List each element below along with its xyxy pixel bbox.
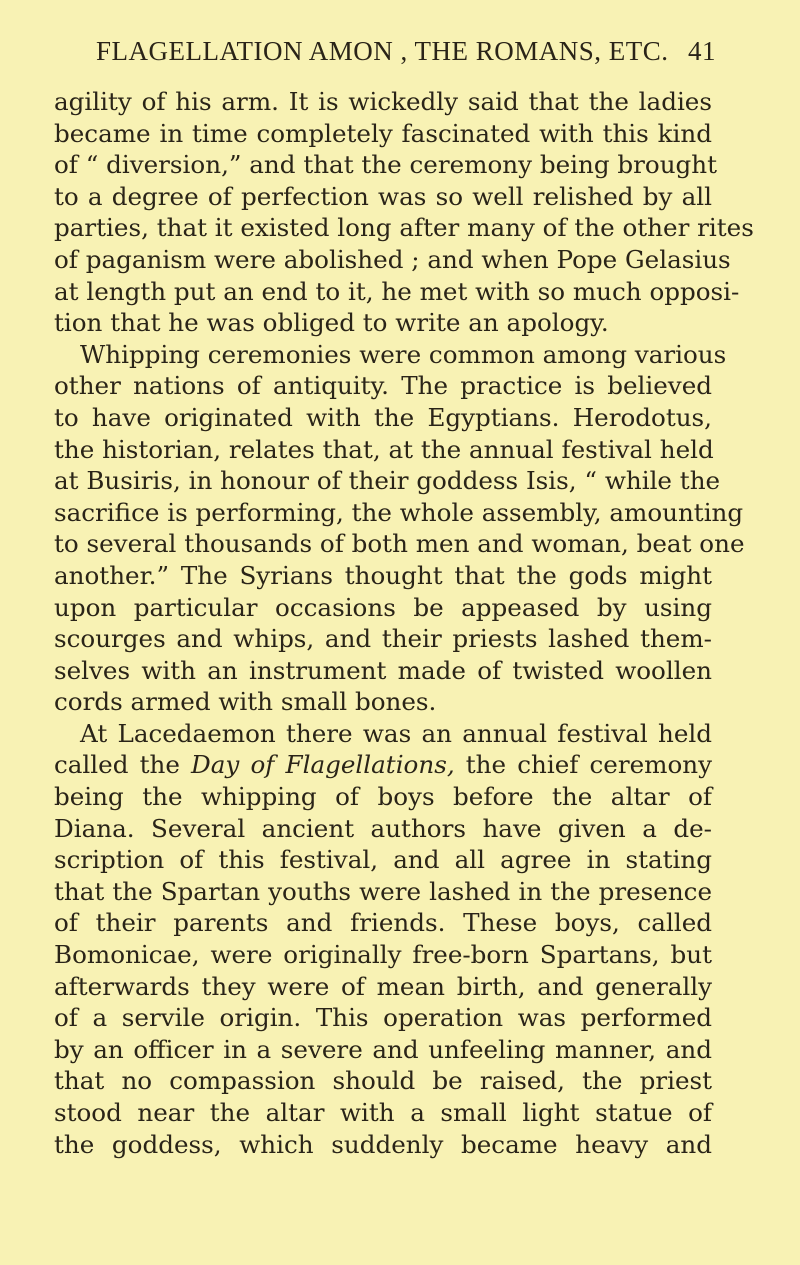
text-fragment: the chief ceremony bbox=[454, 750, 712, 780]
paragraph-2 bbox=[54, 339, 745, 718]
text-line: sacrifice is performing, the whole assembly, amounting bbox=[54, 497, 744, 527]
text-line: afterwards they were of mean birth, and generally bbox=[54, 971, 712, 1001]
text-line: the historian, relates that, at the annual festival held bbox=[54, 434, 714, 464]
body-text bbox=[54, 86, 754, 1160]
text-line: to several thousands of both men and woman, beat one bbox=[54, 529, 745, 559]
text-line: that no compassion should be raised, the priest bbox=[54, 1066, 712, 1096]
text-line: to a degree of perfection was so well relished by all bbox=[54, 181, 712, 211]
text-line: that the Spartan youths were lashed in the presence bbox=[54, 876, 712, 906]
text-line: scription of this festival, and all agree in stating bbox=[54, 845, 712, 875]
text-line bbox=[54, 749, 712, 781]
text-line: to have originated with the Egyptians. Herodotus, bbox=[54, 402, 712, 432]
text-line: at Busiris, in honour of their goddess Isis, “ while the bbox=[54, 466, 721, 496]
text-line: at length put an end to it, he met with so much opposi- bbox=[54, 276, 740, 306]
paragraph-1 bbox=[54, 86, 754, 339]
text-line: being the whipping of boys before the altar of bbox=[54, 782, 712, 812]
text-line: Whipping ceremonies were common among various bbox=[80, 339, 727, 369]
text-line: Bomonicae, were originally free-born Spartans, but bbox=[54, 940, 712, 970]
text-line: tion that he was obliged to write an apology. bbox=[54, 308, 609, 338]
text-line: scourges and whips, and their priests lashed them- bbox=[54, 624, 712, 654]
text-line: the goddess, which suddenly became heavy and bbox=[54, 1129, 712, 1159]
text-line: cords armed with small bones. bbox=[54, 687, 437, 717]
text-line: agility of his arm. It is wickedly said that the ladies bbox=[54, 87, 712, 116]
italic-title: Day of Flagellations, bbox=[191, 750, 455, 780]
text-line: of “ diversion,” and that the ceremony being brought bbox=[54, 150, 718, 180]
page-number: 41 bbox=[688, 36, 716, 66]
text-line: selves with an instrument made of twisted woollen bbox=[54, 655, 712, 685]
text-line: became in time completely fascinated with this kind bbox=[54, 118, 712, 148]
text-line: by an officer in a severe and unfeeling manner, and bbox=[54, 1034, 712, 1064]
text-line: another.” The Syrians thought that the gods might bbox=[54, 560, 712, 590]
text-line: of paganism were abolished ; and when Pope Gelasius bbox=[54, 244, 731, 274]
text-line: of their parents and friends. These boys, called bbox=[54, 908, 712, 938]
text-line: At Lacedaemon there was an annual festival held bbox=[80, 718, 712, 748]
text-line: other nations of antiquity. The practice is believed bbox=[54, 371, 712, 401]
text-line: upon particular occasions be appeased by using bbox=[54, 592, 712, 622]
running-head bbox=[96, 36, 716, 76]
text-line: stood near the altar with a small light statue of bbox=[54, 1098, 712, 1127]
text-line: parties, that it existed long after many of the other rites bbox=[54, 213, 754, 243]
text-fragment: called the bbox=[54, 750, 192, 780]
text-line: of a servile origin. This operation was performed bbox=[54, 1003, 712, 1033]
paragraph-3 bbox=[54, 718, 712, 1160]
running-title: FLAGELLATION AMON , THE ROMANS, ETC. bbox=[96, 36, 669, 66]
text-line: Diana. Several ancient authors have given a de- bbox=[54, 813, 712, 843]
